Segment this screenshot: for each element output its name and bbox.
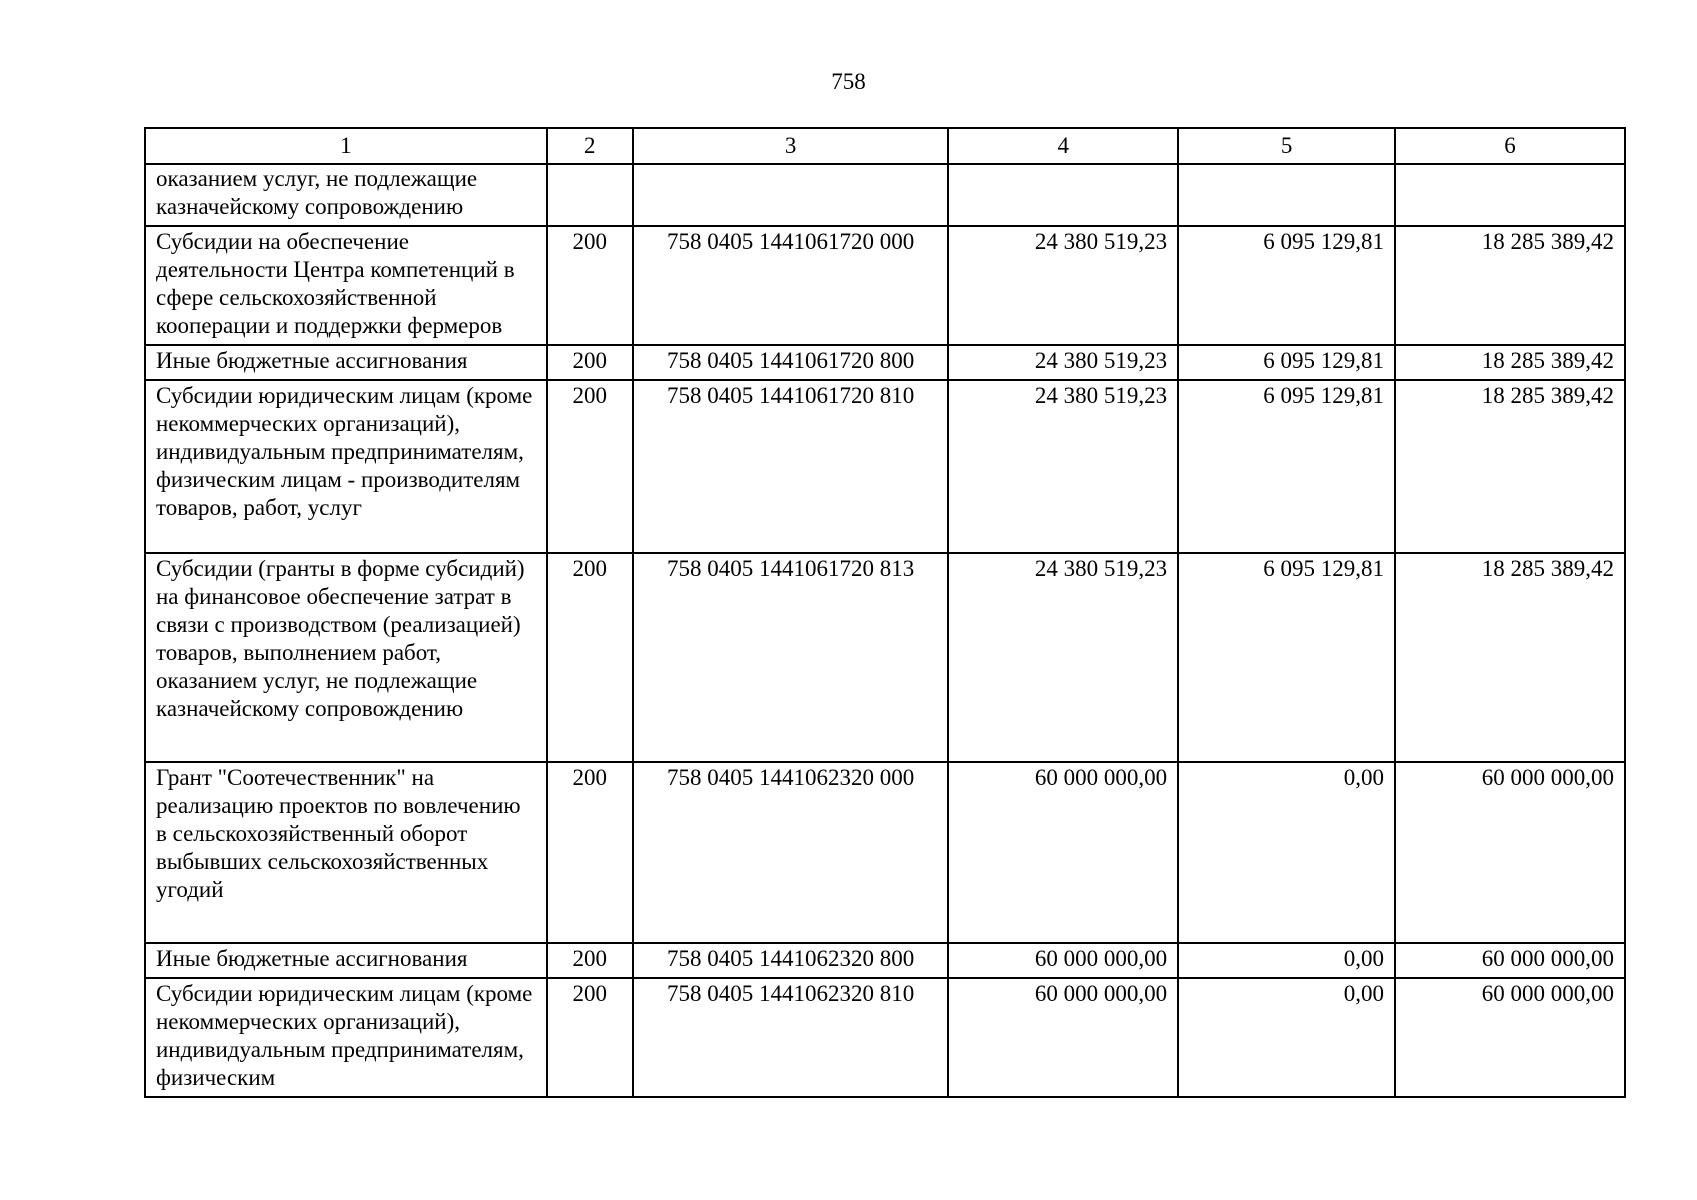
table-row <box>145 345 1625 380</box>
table-row <box>145 226 1625 345</box>
row-value-6 <box>1395 164 1625 226</box>
column-header-2: 2 <box>547 128 633 164</box>
row-kbk: 758 0405 1441062320 800 <box>633 943 948 978</box>
column-header-3: 3 <box>633 128 948 164</box>
row-value-4: 60 000 000,00 <box>948 978 1178 1097</box>
row-kbk: 758 0405 1441062320 000 <box>633 762 948 943</box>
row-name: Субсидии на обеспечение деятельности Центра компетенций в сфере сельскохозяйственной кооперации и поддержки фермеров <box>145 226 547 345</box>
budget-table <box>144 127 1626 1098</box>
header-row <box>145 128 1625 164</box>
row-value-6: 18 285 389,42 <box>1395 380 1625 553</box>
row-value-4: 24 380 519,23 <box>948 553 1178 762</box>
row-value-4: 24 380 519,23 <box>948 380 1178 553</box>
row-name: Субсидии (гранты в форме субсидий) на финансовое обеспечение затрат в связи с производством (реализацией) товаров, выполнением работ, оказанием услуг, не подлежащие казначейскому сопровождению <box>145 553 547 762</box>
table-row <box>145 762 1625 943</box>
row-value-6: 60 000 000,00 <box>1395 978 1625 1097</box>
row-kbk: 758 0405 1441062320 810 <box>633 978 948 1097</box>
row-code: 200 <box>547 762 633 943</box>
table-row <box>145 978 1625 1097</box>
row-value-6: 18 285 389,42 <box>1395 553 1625 762</box>
table-row <box>145 553 1625 762</box>
table-row <box>145 943 1625 978</box>
row-value-5: 6 095 129,81 <box>1178 226 1395 345</box>
row-value-4: 24 380 519,23 <box>948 345 1178 380</box>
row-code: 200 <box>547 345 633 380</box>
row-code: 200 <box>547 226 633 345</box>
row-name: оказанием услуг, не подлежащие казначейскому сопровождению <box>145 164 547 226</box>
column-header-1: 1 <box>145 128 547 164</box>
table-row <box>145 164 1625 226</box>
row-name: Субсидии юридическим лицам (кроме некоммерческих организаций), индивидуальным предпринимателям, физическим <box>145 978 547 1097</box>
row-value-5: 6 095 129,81 <box>1178 553 1395 762</box>
column-header-6: 6 <box>1395 128 1625 164</box>
row-value-4 <box>948 164 1178 226</box>
row-code: 200 <box>547 553 633 762</box>
row-name: Иные бюджетные ассигнования <box>145 345 547 380</box>
row-name: Субсидии юридическим лицам (кроме некоммерческих организаций), индивидуальным предпринимателям, физическим лицам - производителям товаров, работ, услуг <box>145 380 547 553</box>
row-name: Грант "Соотечественник" на реализацию проектов по вовлечению в сельскохозяйственный оборот выбывших сельскохозяйственных угодий <box>145 762 547 943</box>
row-code: 200 <box>547 380 633 553</box>
row-code: 200 <box>547 943 633 978</box>
row-kbk: 758 0405 1441061720 813 <box>633 553 948 762</box>
row-value-5: 0,00 <box>1178 943 1395 978</box>
page-number: 758 <box>831 69 866 94</box>
column-header-4: 4 <box>948 128 1178 164</box>
row-code: 200 <box>547 978 633 1097</box>
row-kbk <box>633 164 948 226</box>
row-code <box>547 164 633 226</box>
row-value-6: 60 000 000,00 <box>1395 943 1625 978</box>
row-value-5: 6 095 129,81 <box>1178 380 1395 553</box>
table-row <box>145 380 1625 553</box>
row-value-6: 60 000 000,00 <box>1395 762 1625 943</box>
row-name: Иные бюджетные ассигнования <box>145 943 547 978</box>
row-value-5 <box>1178 164 1395 226</box>
row-kbk: 758 0405 1441061720 800 <box>633 345 948 380</box>
row-value-6: 18 285 389,42 <box>1395 226 1625 345</box>
row-value-5: 0,00 <box>1178 978 1395 1097</box>
row-value-4: 60 000 000,00 <box>948 943 1178 978</box>
row-value-5: 6 095 129,81 <box>1178 345 1395 380</box>
row-value-6: 18 285 389,42 <box>1395 345 1625 380</box>
row-value-4: 60 000 000,00 <box>948 762 1178 943</box>
row-kbk: 758 0405 1441061720 810 <box>633 380 948 553</box>
row-kbk: 758 0405 1441061720 000 <box>633 226 948 345</box>
row-value-4: 24 380 519,23 <box>948 226 1178 345</box>
column-header-5: 5 <box>1178 128 1395 164</box>
row-value-5: 0,00 <box>1178 762 1395 943</box>
